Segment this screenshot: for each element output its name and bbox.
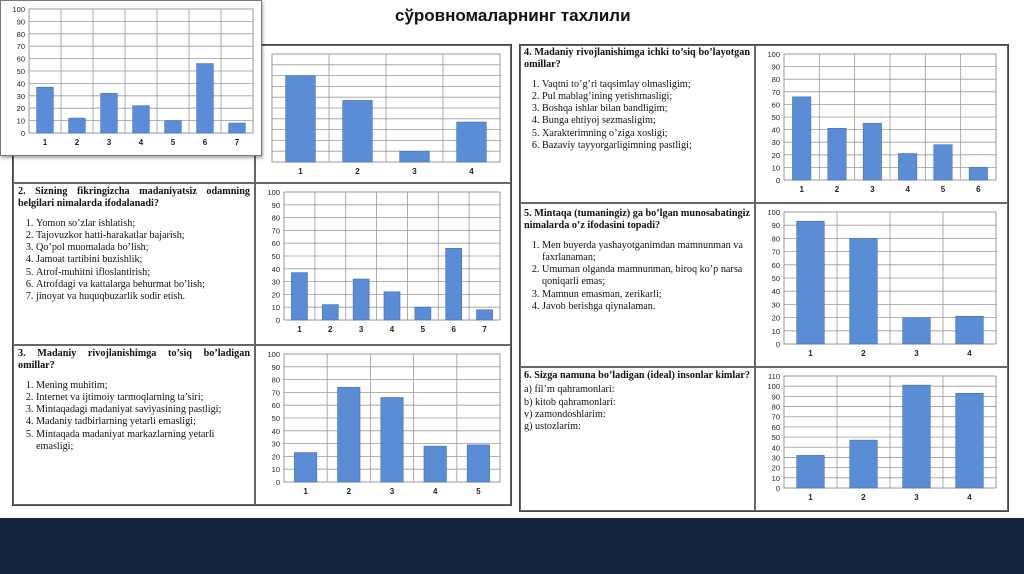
- chart-svg: [258, 186, 506, 338]
- y-tick-label: 20: [271, 452, 280, 462]
- y-tick-label: 90: [271, 362, 280, 372]
- bar: [291, 273, 307, 320]
- y-tick-label: 70: [271, 388, 280, 398]
- y-tick-label: 50: [771, 274, 780, 283]
- y-tick-label: 90: [771, 62, 780, 72]
- x-tick-label: 1: [303, 487, 308, 496]
- y-tick-label: 100: [267, 350, 280, 359]
- question-5-heading: 5. Mintaqa (tumaningiz) ga bo’lgan munosabatingiz nimalarda o’z ifodasini topadi?: [524, 208, 750, 232]
- y-tick-label: 60: [771, 422, 780, 432]
- x-tick-label: 3: [914, 349, 919, 358]
- chart-q2: [258, 186, 506, 338]
- bar: [850, 238, 878, 344]
- y-tick-label: 40: [16, 79, 25, 89]
- bar: [343, 100, 373, 162]
- y-tick-label: 50: [271, 414, 280, 423]
- y-tick-label: 90: [771, 221, 780, 231]
- y-tick-label: 20: [16, 104, 25, 114]
- y-tick-label: 30: [16, 91, 25, 101]
- x-tick-label: 3: [106, 138, 112, 147]
- option-item: 4. Bunga ehtiyoj sezmasligim;: [542, 115, 750, 127]
- option-item: 4. Jamoat tartibini buzishlik;: [36, 254, 250, 266]
- x-tick-label: 4: [905, 185, 910, 194]
- chart-svg: [758, 206, 1002, 362]
- bar: [37, 87, 54, 133]
- y-tick-label: 10: [16, 116, 25, 126]
- y-tick-label: 20: [771, 313, 780, 323]
- x-tick-label: 6: [451, 325, 456, 334]
- option-item: 5. Xarakterimning o’ziga xosligi;: [542, 128, 750, 140]
- x-tick-label: 3: [412, 167, 417, 176]
- bar: [322, 305, 338, 320]
- y-tick-label: 20: [771, 150, 780, 160]
- bar: [457, 122, 487, 162]
- y-tick-label: 60: [771, 100, 780, 110]
- chart-svg: [258, 48, 506, 180]
- y-tick-label: 100: [267, 188, 280, 197]
- bar: [828, 128, 846, 180]
- option-item: 3. Mamnun emasman, zerikarli;: [542, 289, 750, 301]
- y-tick-label: 70: [771, 87, 780, 97]
- page-title: сўровномаларнинг тахлили: [395, 6, 631, 25]
- x-tick-label: 2: [861, 493, 866, 502]
- question-4-options: [524, 79, 750, 153]
- x-tick-label: 1: [808, 493, 813, 502]
- x-tick-label: 4: [389, 325, 395, 334]
- question-4-heading: 4. Madaniy rivojlanishimga ichki to’siq bo’layotgan omillar?: [524, 47, 750, 71]
- bar: [69, 118, 86, 133]
- y-tick-label: 70: [271, 226, 280, 236]
- y-tick-label: 80: [271, 213, 280, 223]
- y-tick-label: 40: [271, 426, 280, 436]
- question-6-heading: 6. Sizga namuna bo’ladigan (ideal) insonlar kimlar?: [524, 370, 750, 381]
- x-tick-label: 2: [355, 167, 360, 176]
- y-tick-label: 100: [767, 50, 780, 59]
- x-tick-label: 2: [861, 349, 866, 358]
- x-tick-label: 2: [328, 325, 333, 334]
- y-tick-label: 50: [771, 113, 780, 122]
- bar: [969, 167, 987, 180]
- y-tick-label: 60: [271, 401, 280, 411]
- question-4: [524, 47, 750, 152]
- x-tick-label: 3: [358, 325, 364, 334]
- bar: [229, 123, 246, 133]
- y-tick-label: 0: [275, 478, 280, 487]
- y-tick-label: 30: [771, 453, 780, 463]
- y-tick-label: 80: [16, 29, 25, 39]
- option-item: 5. Mintaqada madaniyat markazlarning yetarli emasligi;: [36, 429, 250, 454]
- y-tick-label: 10: [271, 465, 280, 475]
- x-tick-label: 4: [432, 487, 438, 496]
- overlay-chart-panel: [0, 0, 262, 156]
- y-tick-label: 30: [771, 300, 780, 310]
- y-tick-label: 110: [768, 372, 780, 381]
- y-tick-label: 0: [775, 340, 780, 349]
- option-item: 5. Atrof-muhitni ifloslantirish;: [36, 267, 250, 279]
- chart-q1: [258, 48, 506, 180]
- x-tick-label: 1: [297, 325, 302, 334]
- bar: [863, 123, 881, 180]
- bar: [101, 93, 118, 133]
- bar: [415, 307, 431, 320]
- y-tick-label: 0: [275, 316, 280, 325]
- option-item: 3. Boshqa ishlar bilan bandligim;: [542, 103, 750, 115]
- option-item: 1. Men buyerda yashayotganimdan mamnunman va faxrlanaman;: [542, 240, 750, 265]
- bar: [934, 145, 952, 180]
- y-tick-label: 30: [271, 277, 280, 287]
- x-tick-label: 2: [74, 138, 80, 147]
- y-tick-label: 10: [771, 163, 780, 173]
- x-tick-label: 1: [42, 138, 48, 147]
- option-item: 1. Yomon so’zlar ishlatish;: [36, 218, 250, 230]
- y-tick-label: 80: [271, 375, 280, 385]
- x-tick-label: 1: [298, 167, 303, 176]
- y-tick-label: 0: [20, 129, 25, 138]
- option-item: b) kitob qahramonlari:: [524, 396, 616, 408]
- option-item: 6. Bazaviy tayyorgarligimning pastligi;: [542, 140, 750, 152]
- bar: [956, 316, 984, 344]
- option-item: 3. Mintaqadagi madaniyat saviyasining pastligi;: [36, 404, 250, 416]
- x-tick-label: 1: [808, 349, 813, 358]
- option-item: 2. Pul mablag’ining yetishmasligi;: [542, 91, 750, 103]
- bar: [286, 76, 316, 162]
- chart-svg: [758, 48, 1002, 198]
- y-tick-label: 10: [271, 303, 280, 313]
- bar: [956, 393, 984, 488]
- y-tick-label: 100: [767, 208, 780, 217]
- y-tick-label: 10: [771, 326, 780, 336]
- bar: [384, 292, 400, 320]
- option-item: 3. Qo’pol muomalada bo’lish;: [36, 242, 250, 254]
- x-tick-label: 3: [914, 493, 919, 502]
- question-2: [18, 186, 250, 304]
- bar: [424, 446, 446, 482]
- question-2-options: [18, 218, 250, 304]
- x-tick-label: 7: [234, 138, 240, 147]
- option-item: 2. Umuman olganda mamnunman, biroq ko’p narsa qoniqarli emas;: [542, 264, 750, 289]
- option-item: 7. jinoyat va huquqbuzarlik sodir etish.: [36, 291, 250, 303]
- chart-q4: [758, 48, 1002, 198]
- y-tick-label: 90: [771, 392, 780, 402]
- x-tick-label: 6: [976, 185, 981, 194]
- question-3-heading: 3. Madaniy rivojlanishimga to’siq bo’ladigan omillar?: [18, 348, 250, 372]
- bar: [797, 455, 825, 488]
- bar: [294, 453, 316, 482]
- question-2-heading: 2. Sizning fikringizcha madaniyatsiz odamning belgilari nimalarda ifodalanadi?: [18, 186, 250, 210]
- y-tick-label: 60: [771, 260, 780, 270]
- y-tick-label: 30: [271, 439, 280, 449]
- option-item: v) zamondoshlarim:: [524, 408, 606, 420]
- chart-q3: [258, 348, 506, 500]
- y-tick-label: 0: [775, 176, 780, 185]
- x-tick-label: 5: [420, 325, 426, 334]
- bar: [792, 97, 810, 180]
- bar: [903, 385, 931, 488]
- x-tick-label: 1: [799, 185, 804, 194]
- y-tick-label: 20: [771, 463, 780, 473]
- y-tick-label: 40: [771, 287, 780, 297]
- y-tick-label: 90: [271, 200, 280, 210]
- x-tick-label: 4: [967, 349, 972, 358]
- y-tick-label: 90: [16, 17, 25, 27]
- y-tick-label: 60: [271, 239, 280, 249]
- bar: [898, 154, 916, 180]
- question-3-options: [18, 380, 250, 454]
- bar: [467, 445, 489, 482]
- question-5: [524, 208, 750, 313]
- y-tick-label: 50: [771, 433, 780, 443]
- y-tick-label: 80: [771, 234, 780, 244]
- x-tick-label: 3: [389, 487, 395, 496]
- bar: [353, 279, 369, 320]
- y-tick-label: 80: [771, 75, 780, 85]
- option-item: 4. Javob berishga qiynalaman.: [542, 301, 750, 313]
- option-item: 6. Atrofdagi va kattalarga behurmat bo’lish;: [36, 279, 250, 291]
- x-tick-label: 3: [870, 185, 875, 194]
- bar: [446, 248, 462, 320]
- x-tick-label: 4: [967, 493, 972, 502]
- x-tick-label: 5: [940, 185, 946, 194]
- option-item: 1. Vaqtni to’g’ri taqsimlay olmasligim;: [542, 79, 750, 91]
- x-tick-label: 5: [170, 138, 176, 147]
- bar: [165, 121, 182, 133]
- bar: [400, 151, 430, 162]
- bar: [797, 221, 825, 344]
- y-tick-label: 100: [12, 5, 25, 14]
- chart-svg: [258, 348, 506, 500]
- chart-overlay: [3, 3, 259, 151]
- chart-svg: [758, 370, 1002, 506]
- x-tick-label: 2: [834, 185, 840, 194]
- y-tick-label: 100: [767, 382, 780, 392]
- bar: [903, 318, 931, 344]
- option-item: 2. Internet va ijtimoiy tarmoqlarning ta’siri;: [36, 392, 250, 404]
- x-tick-label: 2: [346, 487, 352, 496]
- y-tick-label: 50: [271, 252, 280, 261]
- option-item: 2. Tajovuzkor hatti-harakatlar bajarish;: [36, 230, 250, 242]
- y-tick-label: 60: [16, 54, 25, 64]
- y-tick-label: 70: [16, 42, 25, 52]
- y-tick-label: 40: [771, 443, 780, 453]
- bar: [338, 387, 360, 482]
- bar: [197, 64, 214, 133]
- footer-bar: [0, 518, 1024, 574]
- question-3: [18, 348, 250, 453]
- bar: [477, 310, 493, 320]
- x-tick-label: 7: [482, 325, 487, 334]
- y-tick-label: 70: [771, 247, 780, 257]
- x-tick-label: 4: [469, 167, 474, 176]
- option-item: 1. Mening muhitim;: [36, 380, 250, 392]
- bar: [381, 398, 403, 482]
- x-tick-label: 6: [202, 138, 208, 147]
- chart-q6: [758, 370, 1002, 506]
- y-tick-label: 40: [271, 264, 280, 274]
- option-item: 4. Madaniy tadbirlarning yetarli emasligi;: [36, 416, 250, 428]
- y-tick-label: 50: [16, 67, 25, 76]
- y-tick-label: 0: [775, 484, 780, 493]
- x-tick-label: 5: [476, 487, 481, 496]
- y-tick-label: 70: [771, 412, 780, 422]
- chart-q5: [758, 206, 1002, 362]
- question-5-options: [524, 240, 750, 314]
- y-tick-label: 80: [771, 402, 780, 412]
- option-item: a) fil’m qahramonlari:: [524, 384, 615, 396]
- option-item: g) ustozlarim:: [524, 421, 581, 433]
- y-tick-label: 30: [771, 138, 780, 148]
- bar: [850, 440, 878, 488]
- chart-svg: [3, 3, 259, 151]
- y-tick-label: 20: [271, 290, 280, 300]
- question-6: [524, 370, 750, 433]
- y-tick-label: 10: [771, 473, 780, 483]
- x-tick-label: 4: [138, 138, 144, 147]
- y-tick-label: 40: [771, 125, 780, 135]
- bar: [133, 106, 150, 133]
